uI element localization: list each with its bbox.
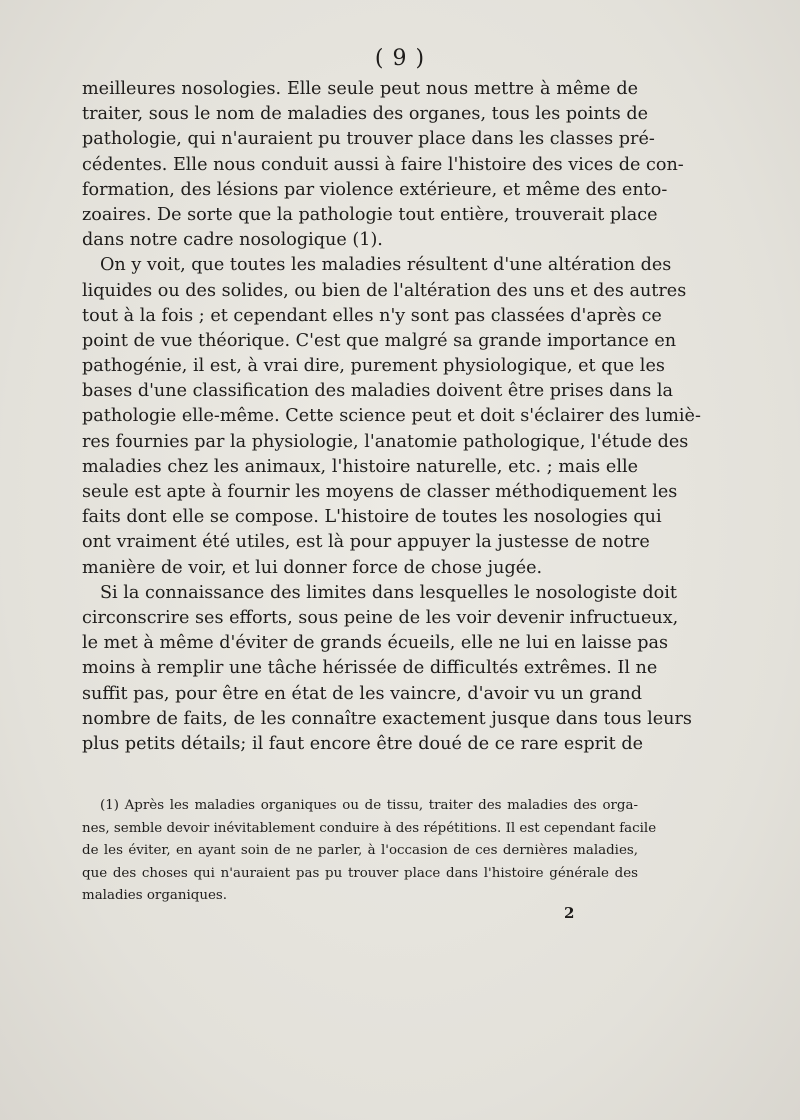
- footnote-line: que des choses qui n'auraient pas pu trouver place dans l'histoire générale des: [82, 865, 638, 881]
- text-line: tout à la fois ; et cependant elles n'y sont pas classées d'après ce: [82, 305, 662, 326]
- paragraph: [82, 581, 692, 757]
- text-line: liquides ou des solides, ou bien de l'altération des uns et des autres: [82, 280, 687, 301]
- paragraph: [82, 253, 701, 580]
- page-number: ( 9 ): [374, 46, 426, 71]
- text-line: manière de voir, et lui donner force de chose jugée.: [82, 557, 543, 578]
- footnote-line: nes, semble devoir inévitablement conduire à des répétitions. Il est cependant facile: [82, 820, 657, 836]
- text-line: Si la connaissance des limites dans lesquelles le nosologiste doit: [100, 582, 677, 603]
- text-line: maladies chez les animaux, l'histoire naturelle, etc. ; mais elle: [82, 456, 638, 477]
- text-line: res fournies par la physiologie, l'anatomie pathologique, l'étude des: [82, 431, 689, 452]
- paragraph: [82, 77, 684, 253]
- footnote-line: maladies organiques.: [82, 888, 228, 904]
- body-text: [82, 77, 701, 757]
- footnote-line: de les éviter, en ayant soin de ne parler, à l'occasion de ces dernières maladies,: [82, 843, 638, 859]
- footnote: [82, 795, 657, 908]
- text-line: meilleures nosologies. Elle seule peut nous mettre à même de: [82, 79, 638, 99]
- text-line: On y voit, que toutes les maladies résultent d'une altération des: [100, 255, 672, 276]
- text-line: faits dont elle se compose. L'histoire de toutes les nosologies qui: [82, 507, 662, 528]
- text-line: traiter, sous le nom de maladies des organes, tous les points de: [82, 104, 649, 125]
- text-line: zoaires. De sorte que la pathologie tout entière, trouverait place: [82, 204, 658, 225]
- text-line: seule est apte à fournir les moyens de classer méthodiquement les: [82, 482, 678, 502]
- text-line: point de vue théorique. C'est que malgré sa grande importance en: [82, 330, 677, 351]
- text-line: dans notre cadre nosologique (1).: [82, 230, 383, 251]
- text-line: circonscrire ses efforts, sous peine de les voir devenir infructueux,: [82, 607, 679, 628]
- text-line: pathologie elle-même. Cette science peut et doit s'éclairer des lumiè-: [82, 406, 701, 427]
- text-line: le met à même d'éviter de grands écueils, elle ne lui en laisse pas: [82, 633, 669, 654]
- text-line: formation, des lésions par violence extérieure, et même des ento-: [82, 179, 668, 200]
- footnote-line: (1) Après les maladies organiques ou de tissu, traiter des maladies des orga-: [100, 798, 638, 813]
- text-line: pathogénie, il est, à vrai dire, purement physiologique, et que les: [82, 356, 665, 377]
- text-line: cédentes. Elle nous conduit aussi à faire l'histoire des vices de con-: [82, 154, 684, 175]
- text-line: ont vraiment été utiles, est là pour appuyer la justesse de notre: [82, 532, 650, 553]
- text-line: moins à remplir une tâche hérissée de difficultés extrêmes. Il ne: [82, 658, 658, 679]
- text-line: nombre de faits, de les connaître exactement jusque dans tous leurs: [82, 708, 692, 729]
- text-line: pathologie, qui n'auraient pu trouver place dans les classes pré-: [82, 129, 655, 150]
- text-line: bases d'une classification des maladies doivent être prises dans la: [82, 381, 673, 402]
- text-line: plus petits détails; il faut encore être doué de ce rare esprit de: [82, 733, 643, 754]
- signature-mark: 2: [564, 904, 575, 922]
- text-line: suffit pas, pour être en état de les vaincre, d'avoir vu un grand: [82, 683, 642, 704]
